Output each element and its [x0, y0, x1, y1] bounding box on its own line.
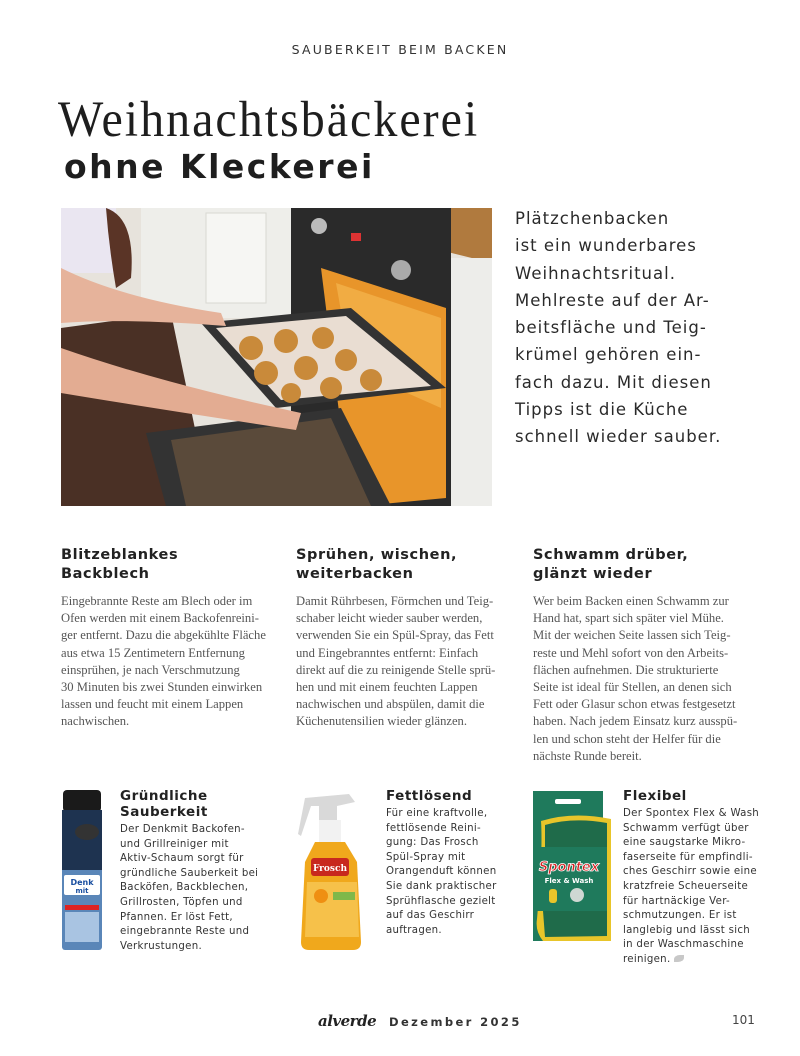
product-body: Der Spontex Flex & Wash Schwamm verfügt über eine saugstarke Mikro- faserseite für empfindli- ches Geschirr sowie eine kratzfreie Scheuerseite für hartnäckige Ver- schmutzungen. Er ist langlebig und lässt sich in der Waschmaschine reinigen.: [623, 808, 760, 965]
headline-serif: Weihnachtsbäckerei: [58, 91, 480, 148]
section-kicker: SAUBERKEIT BEIM BACKEN: [291, 42, 509, 57]
magazine-logo: alverde: [318, 1012, 377, 1030]
product-body: Der Denkmit Backofen- und Grillreiniger mit Aktiv-Schaum sorgt für gründliche Sauberkeit bei Backöfen, Backblechen, Grillrosten, Töpfen und Pfannen. Er löst Fett, eingebrannte Reste und Verkrustungen.: [120, 824, 259, 952]
intro-line: schnell wieder sauber.: [515, 427, 722, 447]
page-number: 101: [732, 1013, 755, 1027]
intro-line: beitsfläche und Teig-: [515, 318, 707, 338]
intro-text: [515, 205, 745, 451]
tip-spray: [296, 546, 524, 731]
svg-text:Flex & Wash: Flex & Wash: [544, 877, 594, 885]
tip-heading: Sprühen, wischen, weiterbacken: [296, 547, 458, 582]
svg-text:mit: mit: [75, 887, 89, 895]
product-heading: Gründliche Sauberkeit: [120, 788, 208, 820]
tip-heading: Blitzeblankes Backblech: [61, 547, 179, 582]
product-spontex: [623, 788, 759, 968]
intro-line: Mehlreste auf der Ar-: [515, 290, 710, 310]
intro-line: Plätzchenbacken: [515, 209, 670, 228]
intro-line: krümel gehören ein-: [515, 345, 702, 365]
frosch-spray-bottle-image: [297, 792, 369, 957]
product-denkmit: [120, 788, 258, 954]
tip-heading: Schwamm drüber, glänzt wieder: [533, 547, 689, 582]
leaf-end-mark-icon: [674, 955, 684, 962]
tip-body: Wer beim Backen einen Schwamm zur Hand hat, spart sich später viel Mühe. Mit der weichen Seite lassen sich Teig- reste und Mehl sofort von den Arbeits- flächen aufnehmen. Die strukturierte Seite ist ideal für Stellen, an denen sich Fett oder Glasur schon etwas festgesetzt haben. Nach jedem Einsatz kurz ausspü- len und schon steht der Helfer für die nächste Runde bereit.: [533, 594, 738, 763]
intro-line: fach dazu. Mit diesen: [515, 372, 712, 392]
oven-baking-photo: [61, 208, 492, 506]
product-heading: Fettlösend: [386, 788, 473, 804]
tip-body: Eingebrannte Reste am Blech oder im Ofen werden mit einem Backofenreini- ger entfernt. Dazu die abgekühlte Fläche aus etwa 15 Zentimetern Entfernung einsprühen, je nach Verschmutzung 30 Minuten bis zwei Stunden einwirken lassen und feucht mit einem Lappen nachwischen.: [61, 594, 266, 729]
intro-line: Tipps ist die Küche: [515, 400, 689, 420]
issue-date: Dezember 2025: [389, 1015, 522, 1029]
svg-text:Denk: Denk: [70, 878, 94, 887]
svg-text:Spontex: Spontex: [538, 860, 600, 875]
headline-sans: ohne Kleckerei: [64, 147, 375, 186]
tip-schwamm: [533, 546, 761, 765]
product-heading: Flexibel: [623, 788, 687, 804]
spontex-sponge-image: [533, 791, 615, 948]
svg-text:Frosch: Frosch: [312, 864, 348, 874]
intro-line: ist ein wunderbares: [515, 236, 697, 256]
tip-body: Damit Rührbesen, Förmchen und Teig- schaber leicht wieder sauber werden, verwenden Sie ein Spül-Spray, das Fett und Eingebranntes entfernt: Einfach direkt auf die zu reinigende Stelle sprü- hen und mit einem feuchten Lappen nachwischen und abspülen, damit die Küchenutensilien wieder glänzen.: [296, 594, 496, 729]
tip-backblech: [61, 546, 289, 731]
product-body: Für eine kraftvolle, fettlösende Reini- gung: Das Frosch Spül-Spray mit Orangenduft können Sie dank praktischer Sprühflasche gezielt auf das Geschirr auftragen.: [386, 808, 497, 936]
product-frosch: [386, 788, 497, 938]
denkmit-spray-can-image: [61, 790, 103, 957]
intro-line: Weihnachtsritual.: [515, 263, 676, 283]
